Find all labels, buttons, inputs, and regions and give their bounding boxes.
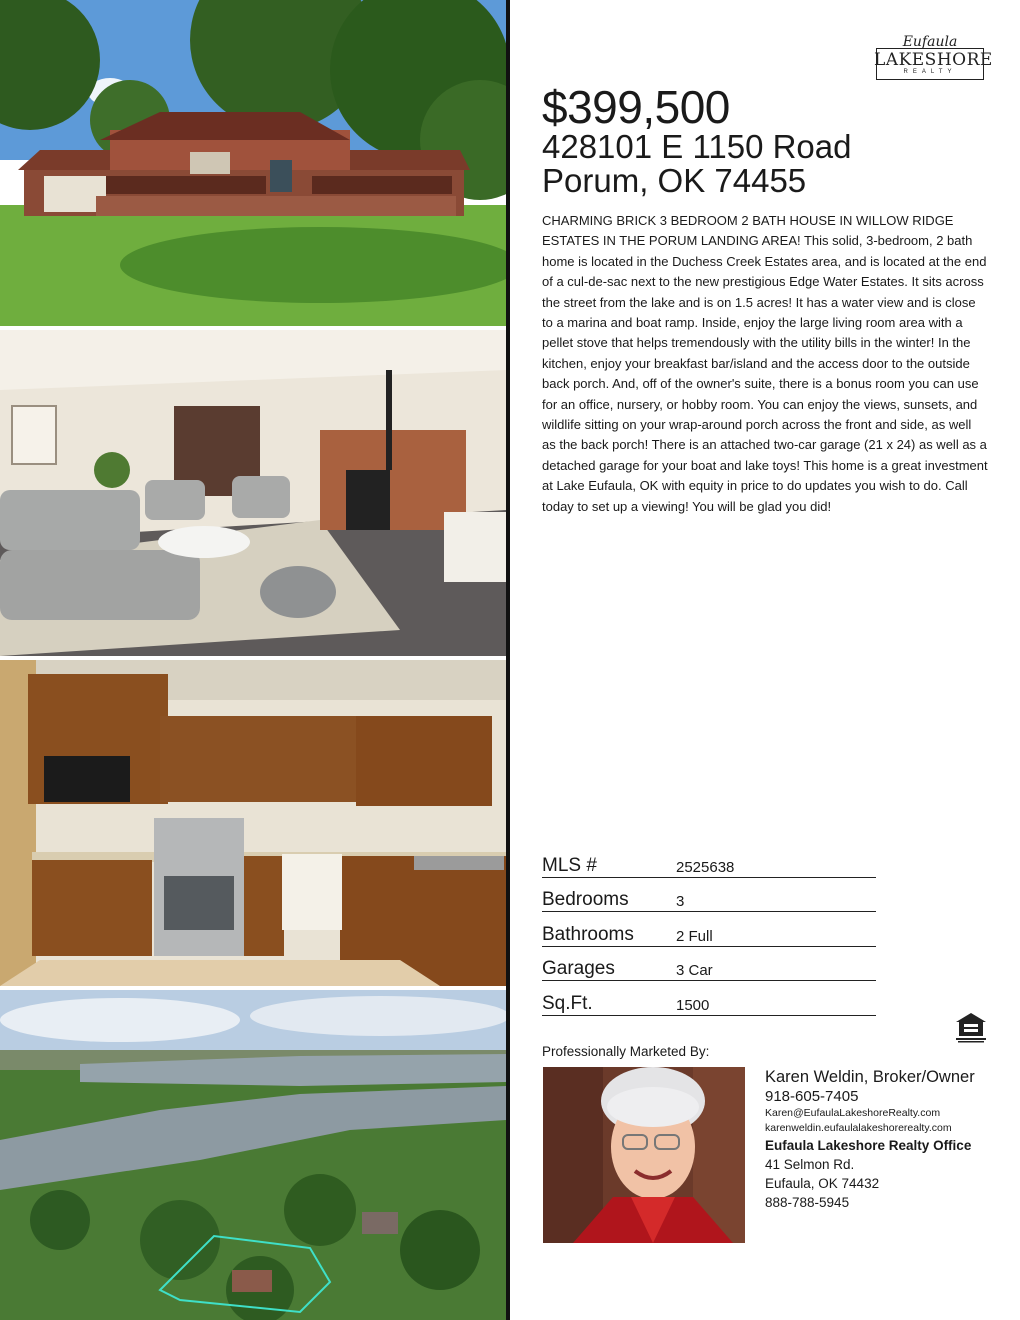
fact-value: 3 (676, 893, 685, 910)
fact-value: 2525638 (676, 858, 735, 876)
equal-housing-opportunity-icon (954, 1012, 988, 1044)
listing-description: CHARMING BRICK 3 BEDROOM 2 BATH HOUSE IN WILLOW RIDGE ESTATES IN THE PORUM LANDING AREA! This solid, 3-bedroom, 2 bath home is located in the Duchess Creek Estates area, and is located at the end of a cul-de-sac next to the new prestigious Edge Water Estates. It sits across the street from the lake and is on 1.5 acres! It has a water view and is close to a marina and boat ramp. Inside, enjoy the large living room area with a pellet stove that helps tremendously with the utility bills in the winter! In the kitchen, enjoy your breakfast bar/island and the access door to the outside back porch. And, off of the owner's suite, there is a bonus room you can use for an office, nursery, or hobby room. You can enjoy the views, sunsets, and wildlife sitting on your wrap-around porch across the front and side, as well as the back porch! There is an attached two-car garage (21 x 24) as well as a detached garage for your boat and lake toys! This home is a great investment at Lake Eufaula, OK with equity in price to do updates you wish to do. Call today to set up a viewing! You will be glad you did! (542, 213, 988, 514)
agent-portrait (543, 1067, 745, 1243)
agent-phone[interactable]: 918-605-7405 (765, 1088, 859, 1105)
aerial-lake-photo (0, 990, 506, 1320)
column-divider (506, 0, 510, 1320)
fact-row-mls (542, 843, 876, 878)
agent-email[interactable]: Karen@EufaulaLakeshoreRealty.com (765, 1107, 941, 1119)
living-room-photo (0, 330, 506, 656)
fact-label: Bedrooms (542, 889, 629, 910)
logo-sub-text: REALTY (903, 69, 957, 75)
address-city: Porum, OK 74455 (542, 162, 807, 199)
fact-row-bathrooms (542, 912, 876, 947)
kitchen-photo (0, 660, 506, 986)
office-city: Eufaula, OK 74432 (765, 1176, 880, 1191)
listing-price: $399,500 (542, 81, 730, 133)
agent-website[interactable]: karenweldin.eufaulalakeshorerealty.com (765, 1122, 952, 1134)
fact-row-garages (542, 947, 876, 982)
marketed-by-label: Professionally Marketed By: (542, 1044, 710, 1059)
fact-label: MLS # (542, 854, 597, 876)
exterior-photo (0, 0, 506, 326)
fact-row-bedrooms (542, 878, 876, 913)
fact-value: 3 Car (676, 962, 713, 979)
fact-label: Garages (542, 958, 615, 979)
logo-script-text: Eufaula (902, 34, 958, 50)
fact-value: 2 Full (676, 927, 713, 945)
photo-column (0, 0, 506, 1320)
office-name: Eufaula Lakeshore Realty Office (765, 1138, 972, 1153)
office-phone[interactable]: 888-788-5945 (765, 1195, 850, 1210)
eufaula-lakeshore-realty-logo (874, 34, 993, 82)
property-facts-table (542, 843, 876, 1016)
address-street: 428101 E 1150 Road (542, 128, 852, 165)
logo-main-text: LAKESHORE (874, 50, 993, 70)
fact-row-sqft (542, 981, 876, 1016)
fact-label: Sq.Ft. (542, 992, 593, 1014)
agent-name: Karen Weldin, Broker/Owner (765, 1068, 975, 1086)
office-street: 41 Selmon Rd. (765, 1157, 855, 1172)
agent-contact (765, 1068, 1005, 1212)
fact-label: Bathrooms (542, 923, 634, 945)
fact-value: 1500 (676, 996, 710, 1014)
